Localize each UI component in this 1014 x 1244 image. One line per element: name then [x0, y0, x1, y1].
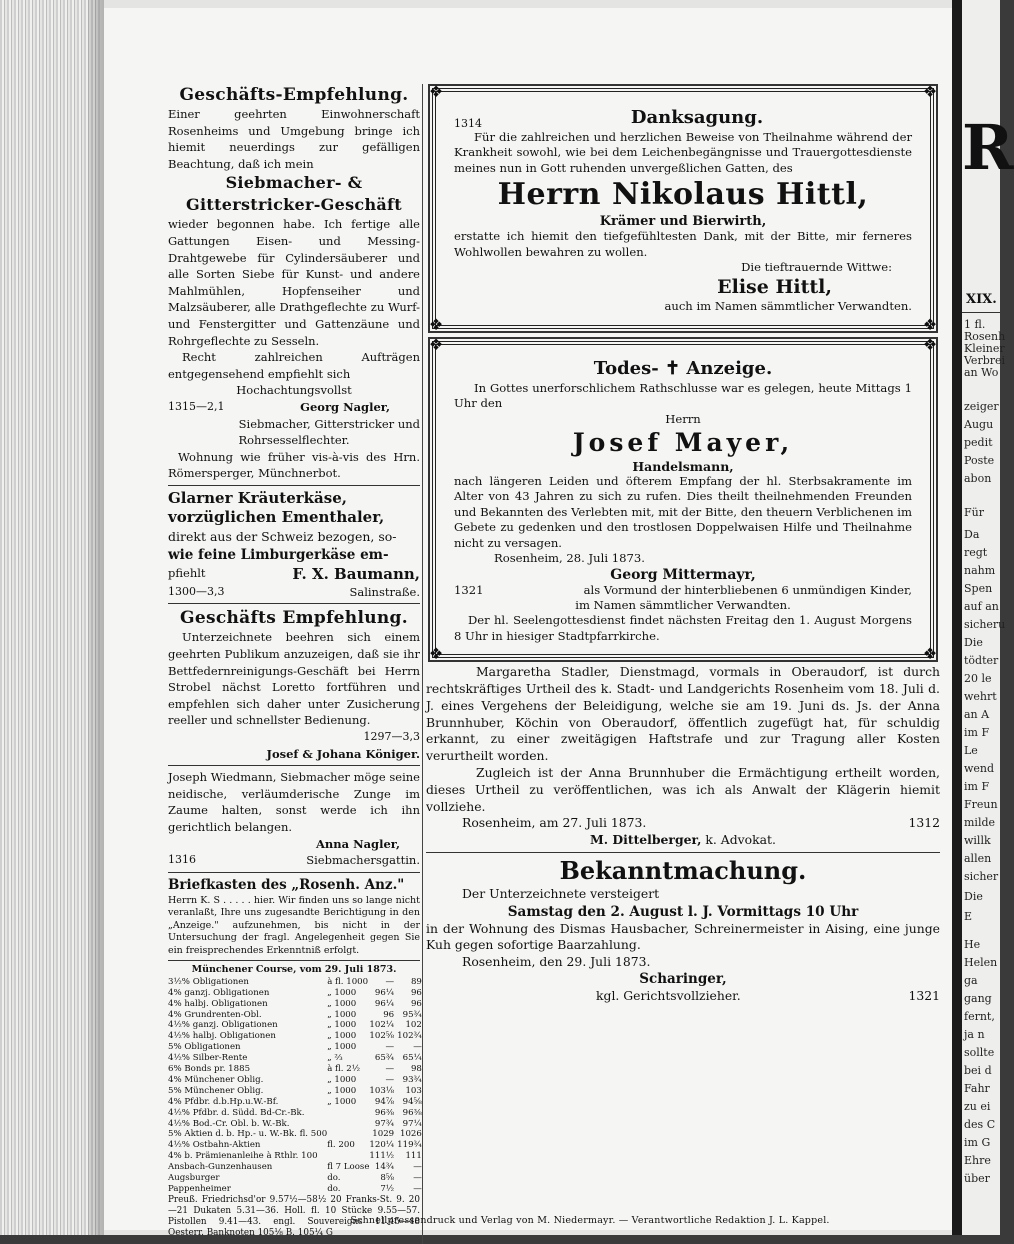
ad-date: Rosenheim, 28. Juli 1873.: [494, 551, 645, 566]
next-page-text-fragment: regt: [964, 546, 988, 559]
course-denomination: [327, 1151, 369, 1162]
course-price-paper: 65¾: [374, 1053, 395, 1064]
page-footer: Schnellpressendruck und Verlag von M. Niedermayr. — Verantwortliche Redaktion J. L. Kappel.: [350, 1215, 830, 1226]
next-page-text-fragment: wend: [964, 762, 995, 775]
ad-role: Siebmacher, Gitterstricker und: [238, 416, 420, 431]
next-page-text-fragment: Spen: [964, 582, 993, 595]
next-page-text-fragment: im F: [964, 726, 990, 739]
ad-body: nach längeren Leiden und öfterem Empfang der hl. Sterbsakramente im Alter von 43 Jahren zu sich zu rufen. Dies theilt theilnehmenden Freunden und Bekannten des Verlebten mit, mit der Bitte, den theuern Verblichenen im Gebete zu gedenken und den trostlosen Doppelwaisen Hilfe und Theilnahme nicht zu versagen.: [454, 474, 912, 550]
deceased-name: Herrn Nikolaus Hittl,: [497, 177, 869, 213]
next-page-text-fragment: sicher: [964, 870, 999, 883]
course-row: [168, 1042, 425, 1053]
ornament-corner-icon: ❖: [428, 644, 444, 664]
course-security: 4½% ganzj. Obligationen: [168, 1020, 278, 1031]
course-row: [168, 1053, 425, 1064]
course-denomination: „ 1000: [327, 1020, 357, 1031]
course-price-paper: 1029: [372, 1129, 395, 1140]
ad-signer-role: als Vormund der hinterbliebenen 6 unmündigen Kinder,: [583, 582, 912, 597]
next-page-text-fragment: allen: [964, 852, 992, 865]
course-row: [168, 1020, 425, 1031]
next-page-masthead-fragment: R: [962, 111, 1014, 184]
course-row: [168, 999, 425, 1010]
next-page-text-fragment: willk: [964, 834, 991, 847]
course-price-money: 119¾: [397, 1140, 422, 1151]
deceased-role: Krämer und Bierwirth,: [599, 214, 767, 230]
notice-date: Rosenheim, den 29. Juli 1873.: [462, 954, 651, 970]
next-page-text-fragment: an A: [964, 708, 990, 721]
ornament-corner-icon: ❖: [922, 314, 938, 334]
ad-service: Der hl. Seelengottesdienst findet nächsten Freitag den 1. August Morgens 8 Uhr in hiesiger Stadtpfarrkirche.: [454, 613, 912, 643]
course-denomination: „ 1000: [327, 1074, 357, 1085]
course-price-money: 65¼: [402, 1053, 422, 1064]
notice-role: kgl. Gerichtsvollzieher.: [596, 987, 741, 1003]
course-price-money: 1026: [400, 1129, 422, 1140]
course-footnote: Preuß. Friedrichsd'or 9.57½—58½ 20 Franks-St. 9. 20—21 Dukaten 5.31—36. Holl. fl. 10 Stücke 9.55—57. Pistollen 9.41—43. engl. Souvereigns 11.45—48 Oesterr. Banknoten 105⅛ B. 105¼ G: [168, 1194, 420, 1238]
next-page-text-fragment: zeiger: [964, 400, 999, 413]
course-row: [168, 1119, 425, 1130]
page-gutter: [952, 0, 962, 1235]
course-price-paper: 14¾: [374, 1162, 395, 1173]
course-security: 3½% Obligationen: [168, 976, 249, 987]
ad-line: Glarner Kräuterkäse,: [168, 488, 347, 507]
ad-widow: Die tieftrauernde Wittwe:: [741, 260, 892, 275]
course-row: [168, 1129, 425, 1140]
course-denomination: do.: [327, 1173, 341, 1184]
ad-line: wie feine Limburgerkäse em-: [168, 546, 389, 563]
course-price-money: 96: [410, 998, 422, 1009]
ad-line: pfiehlt: [168, 565, 206, 580]
course-price-money: 102¾: [397, 1031, 422, 1042]
briefkasten-title: Briefkasten des „Rosenh. Anz.": [168, 876, 405, 893]
notice-signature: M. Dittelberger,: [590, 832, 702, 848]
course-security: Pappenheimer: [168, 1184, 231, 1194]
ad-body: Unterzeichnete beehren sich einem geehrten Publikum anzuzeigen, daß sie ihr Bettfedernreinigungs-Geschäft bei Herrn Strobel nächst Loretto fortführen und empfehlen sich daher unter Zusicherung reeller und schnellster Bedienung.: [168, 630, 420, 728]
course-security: 4% ganzj. Obligationen: [168, 987, 270, 998]
course-denomination: do.: [327, 1184, 341, 1194]
course-security: 4½% Pfdbr. d. Südd. Bd-Cr.-Bk.: [168, 1107, 305, 1118]
course-row: [168, 1086, 425, 1097]
next-page-volume: XIX.: [966, 292, 997, 307]
course-row: [168, 1184, 425, 1195]
briefkasten-body: Herrn K. S . . . . . hier. Wir finden uns so lange nicht veranlaßt, Ihre uns zugesandte Berichtigung in den „Anzeige." aufzunehmen, bis nicht in der Untersuchung der fragl. Angelegenheit gegen Sie ein freisprechendes Erkenntniß erfolgt.: [168, 894, 420, 956]
todes-anzeige-box: [428, 334, 938, 664]
next-page-text-fragment: bei d: [964, 1064, 992, 1077]
widow-name: Elise Hittl,: [717, 276, 832, 299]
ad-line: direkt aus der Schweiz bezogen, so-: [168, 528, 397, 544]
next-page-text-fragment: ga: [964, 974, 978, 987]
course-price-paper: 96⅜: [374, 1107, 395, 1118]
course-security: 4% b. Prämienanleihe à Rthlr. 100: [168, 1151, 318, 1162]
ornament-corner-icon: ❖: [428, 82, 444, 101]
ornament-corner-icon: ❖: [428, 314, 444, 334]
next-page-text-fragment: sicheru: [964, 618, 1006, 631]
divider: [426, 852, 940, 853]
course-price-paper: 96¼: [374, 987, 395, 998]
ad-number: 1297—3,3: [363, 730, 420, 744]
course-security: 4% Pfdbr. d.b.Hp.u.W.-Bf.: [168, 1096, 279, 1107]
course-denomination: fl. 200: [327, 1140, 355, 1151]
notice-line: Der Unterzeichnete versteigert: [462, 885, 660, 901]
course-price-paper: —: [385, 1042, 395, 1053]
next-page-text-fragment: gang: [964, 992, 992, 1005]
next-page-fragment: [962, 0, 1014, 1235]
course-price-paper: 96: [383, 1009, 395, 1020]
course-table: [168, 977, 425, 1195]
ad-intro: Einer geehrten Einwohnerschaft Rosenheims und Umgebung bringe ich hiemit neuerdings zur gefälligen Beachtung, daß ich mein: [168, 107, 420, 171]
ad-role-2: Rohrsesselflechter.: [238, 433, 350, 448]
ad-bettfedern: [168, 607, 420, 762]
course-security: 4½% halbj. Obligationen: [168, 1031, 276, 1042]
ornament-corner-icon: ❖: [428, 334, 444, 354]
next-page-text-fragment: He: [964, 938, 981, 951]
next-page-text-fragment: Da: [964, 528, 980, 541]
binding-shadow: [88, 0, 104, 1235]
course-security: 5% Münchener Oblig.: [168, 1085, 264, 1096]
next-page-text-fragment: an Wo: [964, 366, 999, 379]
ad-number: 1321: [454, 582, 484, 597]
ad-number: 1314: [454, 117, 482, 130]
course-price-money: 102: [405, 1020, 422, 1031]
ornament-corner-icon: ❖: [922, 644, 938, 664]
course-denomination: fl 7 Loose: [327, 1162, 370, 1173]
next-page-text-fragment: fernt,: [964, 1010, 995, 1023]
notice-body: in der Wohnung des Dismas Hausbacher, Schreinermeister in Aising, eine junge Kuh gegen sofortige Baarzahlung.: [426, 920, 940, 953]
notice-date: Rosenheim, am 27. Juli 1873.: [462, 815, 647, 831]
next-page-text-fragment: im F: [964, 780, 990, 793]
ad-herrn: Herrn: [665, 411, 701, 426]
ad-cheese: [168, 489, 420, 601]
course-title: Münchener Course, vom 29. Juli 1873.: [191, 964, 397, 976]
ad-business-name: Siebmacher- & Gitterstricker-Geschäft: [186, 173, 402, 215]
ad-body: wieder begonnen habe. Ich fertige alle Gattungen Eisen- und Messing-Drahtgewebe für Cylindersäuberer und alle Sorten Siebe für Kunst- und andere Mahlmühlen, Hopfenseiher und Malzsäuberer, alle Drathgeflechte zu Wurf- und Fenstergitter und Gattenzäune und Rohrgeflechte zu Sesseln.: [168, 217, 420, 348]
ad-address: Wohnung wie früher vis-à-vis des Hrn. Römersperger, Münchnerbot.: [168, 449, 420, 481]
course-price-money: 111: [405, 1151, 422, 1162]
ad-geschaefts-empfehlung: [168, 84, 420, 482]
course-security: 4½% Silber-Rente: [168, 1053, 248, 1064]
ad-signature: Josef & Johana Königer.: [266, 746, 420, 761]
ad-closing: Recht zahlreichen Aufträgen entgegensehend empfiehlt sich: [168, 350, 420, 381]
next-page-text-fragment: E: [964, 910, 973, 923]
course-row: [168, 1097, 425, 1108]
next-page-text-fragment: Die: [964, 890, 983, 903]
next-page-text-fragment: Helen: [964, 956, 998, 969]
course-security: Augsburger: [168, 1173, 220, 1184]
next-page-text-fragment: Rosenh: [964, 330, 1006, 343]
course-row: [168, 1075, 425, 1086]
course-denomination: „ 1000: [327, 1042, 357, 1053]
next-page-text-fragment: zu ei: [964, 1100, 991, 1113]
next-page-text-fragment: Le: [964, 744, 978, 757]
next-page-text-fragment: wehrt: [964, 690, 997, 703]
left-column: [168, 84, 420, 1239]
course-price-money: 103: [405, 1085, 422, 1096]
next-page-text-fragment: tödter: [964, 654, 999, 667]
course-row: [168, 977, 425, 988]
ad-signer: Georg Mittermayr,: [610, 566, 756, 583]
course-price-paper: 7½: [380, 1184, 395, 1194]
ad-signature: F. X. Baumann,: [292, 564, 420, 583]
next-page-text-fragment: Für: [964, 506, 984, 519]
course-security: 4½% Bod.-Cr. Obl. b. W.-Bk.: [168, 1118, 290, 1129]
course-price-money: 94⅝: [402, 1096, 422, 1107]
divider: [168, 765, 420, 766]
notice-verdict: [426, 664, 940, 849]
course-denomination: „ 1000: [327, 1009, 357, 1020]
ad-number: 1316: [168, 853, 196, 867]
divider: [168, 485, 420, 486]
course-security: 4% halbj. Obligationen: [168, 998, 268, 1009]
next-page-text-fragment: Die: [964, 636, 983, 649]
ad-signer-role-2: im Namen sämmtlicher Verwandten.: [575, 597, 791, 612]
next-page-text-fragment: im G: [964, 1136, 991, 1149]
next-page-text-fragment: Verbrei: [964, 354, 1006, 367]
course-price-money: —: [413, 1184, 422, 1194]
deceased-role: Handelsmann,: [632, 459, 734, 475]
course-price-money: 93¾: [402, 1074, 422, 1085]
ad-body: Für die zahlreichen und herzlichen Beweise von Theilnahme während der Krankheit sowohl, wie bei dem Leichenbegängnisse und Trauergottesdienste meines nun in Gott ruhenden unvergeßlichen Gatten, des: [454, 130, 912, 175]
course-price-money: 89: [410, 976, 422, 987]
ad-street: Salinstraße.: [349, 584, 420, 599]
course-denomination: à fl. 2½: [327, 1064, 361, 1075]
course-price-money: —: [413, 1042, 422, 1053]
course-denomination: [327, 1119, 369, 1130]
course-denomination: [327, 1129, 369, 1140]
course-security: 4½% Ostbahn-Aktien: [168, 1140, 261, 1151]
course-price-paper: 102¼: [369, 1020, 395, 1031]
course-denomination: „ 1000: [327, 1096, 357, 1107]
course-price-money: 96: [410, 987, 422, 998]
divider: [168, 872, 420, 873]
course-denomination: „ 1000: [327, 1085, 357, 1096]
danksagung-box: [428, 82, 938, 334]
notice-body-2: Zugleich ist der Anna Brunnhuber die Ermächtigung ertheilt worden, dieses Urtheil zu veröffentlichen, was ich als Anwalt der Klägerin hiemit vollziehe.: [426, 764, 940, 814]
bekanntmachung: [426, 856, 940, 1005]
ad-respect: Hochachtungsvollst: [236, 383, 352, 398]
ad-signature: Anna Nagler,: [315, 836, 400, 851]
course-denomination: „ 1000: [327, 987, 357, 998]
course-denomination: „ 1000: [327, 1031, 357, 1042]
course-row: [168, 1140, 425, 1151]
course-row: [168, 988, 425, 999]
next-page-text-fragment: Freun: [964, 798, 998, 811]
course-row: [168, 1108, 425, 1119]
ad-number: 1315—2,1: [168, 399, 225, 413]
course-price-paper: —: [385, 1064, 395, 1075]
next-page-text-fragment: sollte: [964, 1046, 995, 1059]
next-page-text-fragment: 20 le: [964, 672, 992, 685]
next-page-text-fragment: über: [964, 1172, 990, 1185]
next-page-text-fragment: abon: [964, 472, 992, 485]
next-page-text-fragment: pedit: [964, 436, 993, 449]
course-security: 5% Aktien d. b. Hp.- u. W.-Bk. fl. 500: [168, 1129, 328, 1140]
ad-title: Geschäfts-Empfehlung.: [179, 85, 409, 105]
course-row: [168, 1031, 425, 1042]
ad-warning: [168, 769, 420, 869]
next-page-text-fragment: Augu: [964, 418, 994, 431]
course-security: Ansbach-Gunzenhausen: [168, 1162, 273, 1173]
ad-number: 1300—3,3: [168, 584, 225, 598]
course-price-money: —: [413, 1173, 422, 1184]
course-denomination: [327, 1108, 369, 1119]
ad-relatives: auch im Namen sämmtlicher Verwandten.: [664, 299, 912, 314]
course-price-paper: 94⅞: [374, 1096, 395, 1107]
course-price-paper: 97¾: [374, 1118, 395, 1129]
deceased-name: Josef Mayer,: [572, 428, 794, 458]
briefkasten: [168, 876, 420, 958]
right-column: [426, 84, 940, 1005]
ad-line: vorzüglichen Ementhaler,: [168, 507, 385, 526]
course-price-money: —: [413, 1162, 422, 1173]
ad-title: Geschäfts Empfehlung.: [180, 608, 408, 629]
course-price-paper: —: [385, 1074, 395, 1085]
notice-signature: Scharinger,: [639, 971, 727, 988]
divider: [168, 960, 420, 961]
course-price-money: 95¾: [402, 1009, 422, 1020]
course-price-paper: 8⅝: [380, 1173, 395, 1184]
next-page-text-fragment: milde: [964, 816, 996, 829]
notice-role: k. Advokat.: [705, 832, 776, 848]
course-denomination: à fl. 1000: [327, 976, 369, 987]
next-page-text-fragment: Fahr: [964, 1082, 990, 1095]
course-price-paper: —: [385, 976, 395, 987]
ad-intro: In Gottes unerforschlichem Rathschlusse war es gelegen, heute Mittags 1 Uhr den: [454, 380, 912, 411]
notice-number: 1312: [908, 815, 940, 831]
course-price-paper: 102⅝: [369, 1031, 395, 1042]
course-denomination: „ 1000: [327, 998, 357, 1009]
course-security: 4% Grundrenten-Obl.: [168, 1009, 262, 1020]
notice-title: Bekanntmachung.: [559, 855, 807, 885]
course-row: [168, 1064, 425, 1075]
next-page-text-fragment: Kleiner: [964, 342, 1005, 355]
course-security: 5% Obligationen: [168, 1042, 241, 1053]
course-row: [168, 1173, 425, 1184]
course-price-money: 98: [410, 1064, 422, 1075]
notice-body: Margaretha Stadler, Dienstmagd, vormals in Oberaudorf, ist durch rechtskräftiges Urtheil des k. Stadt- und Landgerichts Rosenheim vom 18. Juli d. J. eines Vergehens der Beleidigung, welche sie am 19. Juni ds. Js. der Anna Brunnhuber, Köchin von Oberaudorf, öffentlich zugefügt hat, für schuldig erkannt, zu einer zweitägigen Haftstrafe und zur Tragung aller Kosten verurtheilt worden.: [426, 664, 940, 764]
next-page-text-fragment: nahm: [964, 564, 996, 577]
ornament-corner-icon: ❖: [922, 82, 938, 101]
course-security: 6% Bonds pr. 1885: [168, 1064, 251, 1075]
course-listing: [168, 964, 420, 1239]
course-security: 4% Münchener Oblig.: [168, 1074, 264, 1085]
course-price-paper: 111½: [369, 1151, 395, 1162]
course-row: [168, 1010, 425, 1021]
course-price-paper: 96¼: [374, 998, 395, 1009]
next-page-text-fragment: des C: [964, 1118, 996, 1131]
ad-thanks: erstatte ich hiemit den tiefgefühltesten Dank, mit der Bitte, mir ferneres Wohlwollen bewahren zu wollen.: [454, 229, 912, 259]
ad-title: Todes- ✝ Anzeige.: [593, 357, 773, 379]
notice-date-line: Samstag den 2. August l. J. Vormittags 10 Uhr: [507, 903, 859, 920]
ornament-corner-icon: ❖: [922, 334, 938, 354]
course-row: [168, 1151, 425, 1162]
course-price-paper: 103⅛: [369, 1085, 395, 1096]
notice-number: 1321: [908, 987, 940, 1003]
ad-body: Joseph Wiedmann, Siebmacher möge seine neidische, verläumderische Zunge im Zaume halten, sonst werde ich ihn gerichtlich belangen.: [168, 770, 420, 834]
ad-title: Danksagung.: [630, 107, 764, 128]
divider: [962, 312, 1000, 313]
next-page-text-fragment: Poste: [964, 454, 995, 467]
ad-role: Siebmachersgattin.: [306, 853, 420, 868]
book-binding-edge: [0, 0, 100, 1235]
course-row: [168, 1162, 425, 1173]
course-price-money: 96⅜: [402, 1107, 422, 1118]
next-page-text-fragment: Ehre: [964, 1154, 991, 1167]
divider: [168, 603, 420, 604]
ad-signature: Georg Nagler,: [300, 399, 390, 414]
course-denomination: „ ⅔: [327, 1053, 343, 1064]
next-page-text-fragment: ja n: [964, 1028, 985, 1041]
course-price-money: 97¼: [402, 1118, 422, 1129]
next-page-text-fragment: auf an: [964, 600, 999, 613]
course-price-paper: 120¼: [369, 1140, 395, 1151]
next-page-text-fragment: 1 fl.: [964, 318, 986, 331]
